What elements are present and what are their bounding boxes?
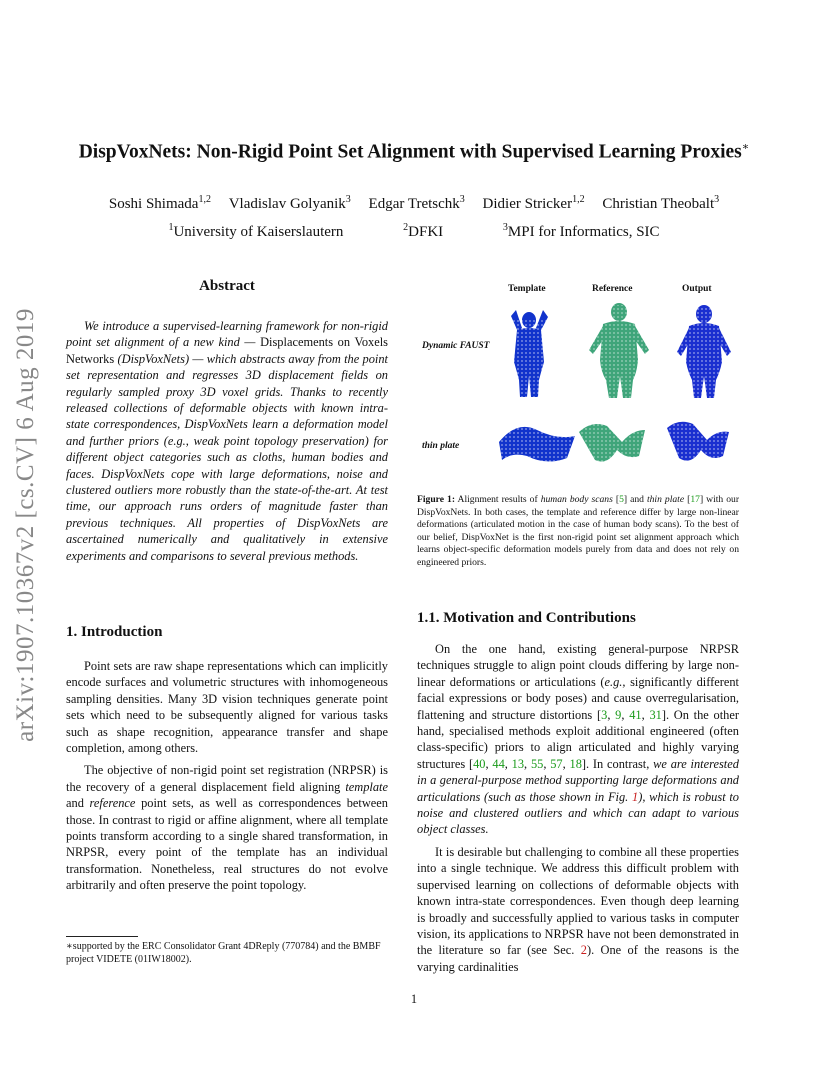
intro-paragraph: Point sets are raw shape representations which can implicitly encode surfaces and volumetric structures with inhomogeneous sampling densities. Many 3D vision techniques generate point sets which need to be subsequently aligned for various tasks such as shape recognition, appearance transfer and shape completion, among others. bbox=[66, 659, 388, 756]
figure-row-label: Dynamic FAUST bbox=[422, 341, 490, 351]
text-run: ), which is robust to noise and clustered outliers and which can adapt to various object classes. bbox=[417, 789, 739, 837]
caption-label: Figure 1: bbox=[417, 494, 456, 505]
text-run: ). One of the reasons is the varying cardinalities bbox=[417, 943, 739, 974]
author-affiliation-mark: 3 bbox=[459, 194, 465, 205]
text-run: we are interested in a general-purpose method supporting large deformations and articulations (such as those shown in Fig. bbox=[417, 756, 739, 804]
intro-section bbox=[66, 624, 388, 894]
template-thin-plate bbox=[499, 427, 575, 462]
citation-link[interactable]: 5 bbox=[619, 494, 624, 505]
section-heading: 1. Introduction bbox=[66, 624, 163, 640]
figure-row-label: thin plate bbox=[422, 441, 460, 451]
text-run: Alignment results of bbox=[455, 494, 541, 505]
text-run: and bbox=[66, 796, 90, 811]
citation-link[interactable]: 3 bbox=[601, 707, 608, 722]
motivation-paragraph bbox=[417, 844, 739, 975]
citation-link[interactable]: 41 bbox=[629, 707, 642, 722]
motivation-paragraph: On the one hand, existing general-purpose NRPSR techniques struggle to align point clouds differing by large non-linear deformations or articulations (e.g., significantly different facial expressions or body poses) and cause overregularisation, flattening and structure distortions [3, 9, 41, 31]. On the other hand, specialised methods exploit additional engineered (often class-specific) priors to align articulated and highly varying structures [40, 44, 13, 55, 57, 18]. In contrast, we are interested in a general-purpose method supporting large deformations and articulations (such as those shown in Fig. 1), which is robust to noise and clustered outliers and which can adapt to various object classes. bbox=[417, 642, 739, 837]
author bbox=[483, 196, 585, 212]
arxiv-identifier[interactable]: arXiv:1907.10367v2 [cs.CV] 6 Aug 2019 bbox=[12, 308, 39, 742]
citation-link[interactable]: 44 bbox=[492, 756, 505, 771]
footnote: ∗supported by the ERC Consolidator Grant 4DReply (770784) and the BMBF project VIDETE (01IW18002). bbox=[66, 941, 381, 965]
reference-thin-plate bbox=[579, 424, 645, 462]
author bbox=[369, 196, 465, 212]
text-run: template bbox=[345, 779, 388, 794]
paper-title bbox=[0, 140, 828, 164]
citation-link[interactable]: 17 bbox=[690, 494, 700, 505]
author-name: Didier Stricker bbox=[482, 196, 573, 212]
author-name: Soshi Shimada bbox=[108, 196, 199, 212]
author-name: Christian Theobalt bbox=[602, 196, 715, 212]
author-list bbox=[0, 194, 828, 213]
title-footnote-mark: ∗ bbox=[741, 141, 750, 153]
author bbox=[109, 196, 211, 212]
citation-link[interactable]: 13 bbox=[511, 756, 525, 771]
text-run: The objective of non-rigid point set registration (NRPSR) is the recovery of a general displacement field aligning bbox=[66, 763, 388, 794]
author bbox=[229, 196, 351, 212]
text-run: reference bbox=[89, 796, 136, 811]
figure-caption bbox=[417, 494, 739, 570]
affiliation-name: MPI for Informatics, SIC bbox=[507, 224, 660, 240]
abstract-text: (DispVoxNets) — which abstracts away from the point set representation and regresses 3D displacement fields on regularly sampled proxy 3D voxel grids. Thanks to recently released collections of deformable objects with known intra-state correspondences, DispVoxNets learn a deformation model and further priors (e.g., weak point topology preservation) for different object categories such as cloths, human bodies and faces. DispVoxNets cope with large deformations, noise and clustered outliers more robustly than the state-of-the-art. At test time, our approach runs orders of magnitude faster than previous techniques. All properties of DispVoxNets are ascertained numerically and qualitatively in extensive experiments and comparisons to several previous methods. bbox=[66, 351, 388, 563]
template-body-scan bbox=[511, 310, 548, 400]
text-run: ] with our DispVoxNets. In both cases, the template and reference differ by large non-linear deformations (articulated motion in the case of human body scans). To the best of our belief, DispVoxNet is the first non-rigid point set alignment approach which learns object-specific deformation models purely from data and does not rely on engineered priors. bbox=[417, 494, 740, 568]
affiliation bbox=[403, 224, 443, 240]
text-run: point sets, as well as correspondences between those. In contrast to rigid or affine alignment, where all template points transform according to a single shared transformation, in NRPSR, every point of the template has an individual transformation. Nonetheless, real structures do not evolve arbitrarily and often preserve the point topology. bbox=[66, 796, 388, 893]
text-run: ] and bbox=[623, 494, 647, 505]
section-link[interactable]: 2 bbox=[580, 943, 587, 958]
section-heading: 1.1. Motivation and Contributions bbox=[417, 610, 636, 626]
citation-link[interactable]: 18 bbox=[569, 756, 582, 771]
citation-link[interactable]: 9 bbox=[615, 707, 622, 722]
text-run: significantly different facial expressions or body poses) and cause overregularisation, flattening and structure distortions [ bbox=[417, 674, 739, 722]
abstract-text: Displacements on Voxels Networks bbox=[66, 335, 388, 366]
figure-graphics bbox=[417, 280, 739, 485]
affiliation-mark: 1 bbox=[168, 222, 174, 233]
author-affiliation-mark: 3 bbox=[345, 194, 351, 205]
text-run: [ bbox=[612, 494, 620, 505]
affiliation-name: DFKI bbox=[408, 224, 444, 240]
figure-1 bbox=[417, 280, 739, 485]
author-affiliation-mark: 1,2 bbox=[572, 194, 585, 205]
citation-link[interactable]: 31 bbox=[649, 707, 662, 722]
text-run: It is desirable but challenging to combine all these properties into a single technique. We address this difficult problem with supervised learning on collections of deformable objects with known intra-state correspondences. Even though deep learning is broadly and successfully applied to various tasks in computer vision, its applications to NRPSR have not been demonstrated in the literature so far (see Sec. bbox=[417, 844, 739, 958]
figure-link[interactable]: 1 bbox=[631, 789, 639, 804]
affiliation-mark: 3 bbox=[502, 222, 508, 233]
text-run: ]. In contrast, bbox=[581, 756, 654, 771]
affiliation bbox=[168, 224, 343, 240]
text-run: On the one hand, existing general-purpose NRPSR techniques struggle to align point clouds differing by large non-linear deformations or articulations ( bbox=[417, 642, 739, 689]
title-text: DispVoxNets: Non-Rigid Point Set Alignment with Supervised Learning Proxies bbox=[78, 141, 742, 163]
abstract-heading: Abstract bbox=[199, 278, 255, 294]
reference-body-scan bbox=[587, 303, 651, 401]
text-run: thin plate bbox=[646, 494, 685, 505]
citation-link[interactable]: 55 bbox=[530, 756, 544, 771]
abstract-text: We introduce a supervised-learning framework for non-rigid point set alignment of a new kind — bbox=[66, 319, 388, 350]
arxiv-sidebar bbox=[6, 290, 46, 760]
author-affiliation-mark: 3 bbox=[714, 194, 720, 205]
intro-paragraph bbox=[66, 762, 388, 893]
figure-column-label: Output bbox=[682, 284, 712, 294]
affiliation-list bbox=[0, 222, 828, 241]
output-thin-plate bbox=[667, 422, 729, 461]
motivation-section bbox=[417, 610, 739, 975]
affiliation bbox=[503, 224, 660, 240]
page-number: 1 bbox=[410, 992, 418, 1006]
text-run: [ bbox=[684, 494, 691, 505]
author-affiliation-mark: 1,2 bbox=[198, 194, 211, 205]
footnote-rule bbox=[66, 936, 138, 937]
abstract-body bbox=[66, 318, 388, 564]
citation-link[interactable]: 57 bbox=[550, 756, 563, 771]
text-run: human body scans bbox=[540, 494, 613, 505]
author-name: Edgar Tretschk bbox=[368, 196, 460, 212]
text-run: ]. On the other hand, specialised methods exploit additional engineered (often class-specific) priors to align articulated and highly varying structures [ bbox=[417, 707, 739, 771]
output-body-scan bbox=[673, 305, 735, 402]
text-run: e.g., bbox=[604, 674, 626, 689]
author-name: Vladislav Golyanik bbox=[228, 196, 346, 212]
figure-column-label: Reference bbox=[592, 284, 633, 294]
figure-column-label: Template bbox=[508, 284, 546, 294]
affiliation-name: University of Kaiserslautern bbox=[173, 224, 344, 240]
citation-link[interactable]: 40 bbox=[473, 756, 486, 771]
author bbox=[602, 196, 719, 212]
affiliation-mark: 2 bbox=[403, 222, 409, 233]
